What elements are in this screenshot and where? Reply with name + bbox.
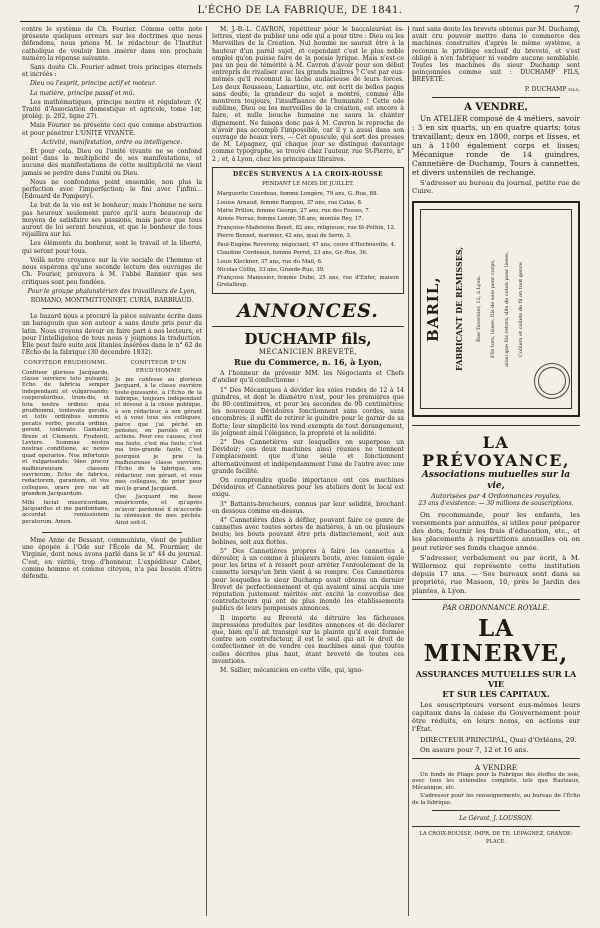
firm-address: Rue du Commerce, n. 16, à Lyon, bbox=[234, 357, 382, 368]
ordonnance-label: PAR ORDONNANCE ROYALE. bbox=[442, 603, 550, 612]
article-para: Et pour cela, Dieu ou l'unité vivante ne se confond point dans la multiplicité de ses manifestations, et aucune des manifestations de cette multiplicité ne vient jamais se perdre dans l'unité ou Dieu. bbox=[22, 148, 202, 177]
vendre2-heading: A VENDRE bbox=[474, 763, 518, 773]
article-para: Dieu ou l'esprit, principe actif et moteur. bbox=[30, 80, 157, 88]
article-para: Activité, manifestation, ordre ou intelligence. bbox=[41, 138, 183, 146]
column-divider-2 bbox=[408, 26, 409, 916]
confiteor-french bbox=[115, 360, 202, 528]
article-para: Sans doute Ch. Fourier admet trois principes éternels et incréés : bbox=[22, 64, 202, 79]
page-header bbox=[20, 6, 580, 20]
minerve-text: Les souscripteurs versent eux-mêmes leurs capitaux dans la caisse du Gouvernement pour être réduits, en leurs noms, en actions sur l'État. bbox=[412, 700, 580, 734]
minerve-subtitle-2: ET SUR LES CAPITAUX. bbox=[442, 688, 550, 699]
death-entry: Louis Kleckner, 37 ans, rue du Mail, 6. bbox=[217, 258, 323, 265]
confiteor-columns bbox=[22, 360, 202, 528]
death-entry: Paul-Eugène Reverony, négociant, 47 ans, cours d'Herbouville, 4. bbox=[217, 241, 396, 248]
ad-para: 5° Des Cannetières propres à faire les cannettes à dérouler, à un comme à plusieurs bouts, avec tension égale pour les brins et à ressort pour arrêter l'enroulement de la cannette lorsqu'un brin vient à se rompre. Ces Cannetières pour lesquelles le sieur Duchamp avait obtenu un dernier Brevet de perfectionnement et qui avaient ainsi acquis une réputation justement méritée ont excité la convoitise des contrefacteurs qui ont de plus inondé les établissements publics de leurs pompeuses annonces. bbox=[212, 547, 404, 613]
firm-name: DUCHAMP fils, bbox=[244, 330, 372, 349]
label-trade: FABRICANT DE REMISSES, bbox=[454, 246, 464, 371]
page-number: 7 bbox=[573, 5, 580, 16]
ad-para: Il importe au Breveté de détruire les fâcheuses impressions produites par lesdites annonces et de déclarer que, bien qu'il ait transigé sur la plainte qu'il avait formée contre son contrefacteur, il est le seul qui ait le droit de confectionner et de vendre ces machines ainsi que toutes celles décrites plus haut, étant breveté de toutes ces inventions. bbox=[212, 614, 404, 665]
intro-para: Le bazard nous a procuré la pièce suivante écrite dans un baragouin que son auteur a sans doute pris pour du latin. Nous croyons devoir en faire part à nos lecteurs, et pour l'intelligence de tous nous y joignons la traduction. Elle peut faire suite aux litanies insérées dans le n° 62 de l'Écho de la fabrique (30 décembre 1832). bbox=[22, 313, 202, 357]
death-entry: Claudine Cordeaux, femme Perret, 23 ans, Gr.-Rue, 36. bbox=[217, 250, 368, 257]
prevoyance-address: S'adresser, verbalement ou par écrit, à M. Willermoz qui représente cette institution depuis 17 ans. — Ses bureaux sont dans sa propriété, rue Masson, 10, près le Jardin des plantes, à Lyon. bbox=[412, 553, 580, 595]
ad-para: A l'honneur de prévenir MM. les Négociants et Chefs d'atelier qu'il confectionne : bbox=[212, 370, 404, 385]
deaths-subtitle: PENDANT LE MOIS DE JUILLET. bbox=[262, 181, 354, 188]
article-para: Le but de la vie est le bonheur; mais l'homme ne sera pas heureux seulement parce qu'il aura beaucoup de moyens de satisfaire ses passions, mais parce que tous auront de loi seront heureux, et que le bonheur de tous réjaillira sur lui. bbox=[22, 202, 202, 239]
vendre2-address: S'adresser pour les renseignements, au bureau de l'Écho de la fabrique. bbox=[412, 793, 580, 806]
annonces-heading: ANNONCES. bbox=[237, 300, 379, 323]
death-entry: Aimée Ferraz, femme Lenoir, 58 ans, montée Rey, 17. bbox=[217, 216, 364, 223]
ad-para: 3° Battants-brocheurs, connus par leur solidité, brochant en dessous comme en-dessus. bbox=[212, 500, 404, 515]
separator bbox=[212, 326, 404, 327]
label-name: BARIL, bbox=[424, 276, 442, 342]
duchamp-cont: rant sans doute les brevets obtenus par M. Duchamp, avait cru pouvoir mettre dans le commerce des machines construites d'après le même système, a reconnu le privilège exclusif du breveté, et s'est obligé à n'en fabriquer ni vendre aucune semblable. Toutes les machines du sieur Duchamp sont poinçonnées comme suit : DUCHAMP FILS, BREVETÉ. bbox=[412, 26, 580, 84]
separator bbox=[42, 532, 182, 533]
confiteor-french-tail: Que Jacquard me fasse miséricorde, et qu'après m'avoir pardonné il m'accorde la rémission de mes péchés. Ainsi soit-il. bbox=[115, 494, 202, 526]
closing-para: Mme Anne de Bessant, communiste, vient de publier une épopée à l'Ode sur l'École de M. Fourmier, de Virginie, dont nous avons parlé dans le n° 44 du journal. C'est, en vérité, trop d'honneur. L'expéditeur Cabet, comme homme et comme citoyen, n'a pas besoin d'être défendu. bbox=[22, 537, 202, 581]
confiteor-latin bbox=[22, 360, 109, 528]
ad-para: 2° Des Cannetières sur lesquelles on superpose un Dévidoir; ces deux machines ainsi réunies ne tiennent l'emplacement que d'une seule et fonctionnent alternativement et indépendamment l'une de l'autre avec une grande facilité. bbox=[212, 438, 404, 475]
confiteor-latin-tail: Mihi faciat misericordiam, Jacquardus et me pardonnans, accordat remissionem pecatorum. Amen. bbox=[22, 499, 109, 525]
deaths-box bbox=[212, 167, 404, 294]
separator bbox=[412, 758, 580, 759]
death-entry: Nicolas Collin, 33 ans, Grande-Rue, 39. bbox=[217, 266, 325, 273]
ad-para: On comprendra quelle importance ont ces machines Dévidoires et Cannetières pour les ateliers dont le local est exigu. bbox=[212, 476, 404, 499]
vendre-text: Un ATELIER composé de 4 métiers, savoir : 3 en six quarts, un en quatre quarts; tous travaillant; deux en 1800, corps et lisses, et un à 1100 également corps et lisses; Mécanique ronde de 14 guindres, Cannetière de Duchamp, Tours à cannettes, et divers ustensiles de rechange. bbox=[412, 113, 580, 177]
article-para: La matière, principe passif et mû. bbox=[30, 89, 135, 97]
death-entry: Pierre Bennet, marinier, 42 ans, quai de Serin, 3. bbox=[217, 233, 352, 240]
column-divider-1 bbox=[206, 26, 207, 916]
confiteor-latin-text: Confiteor gloriose Jacquardo, classe ouvriere toto pulsanti; Echo de fabricia semper independanti et vulgarisando; cooperatoribus, trum-dis, et tota nostra ordinis: quia prudhommi, tonlevato gerulis, et totis ordinibus summis pecatis verbo, pecata ordinis, gerent, tonlevato Gamatur, Breze et Clementi, Frudenti, Leviere. Summae nostra nostrae conditione, ac nexos quad operarios. Nos infortunis et vulgarisando. Ideo precor malheureusum classem ouvrierum, Echo de fabrica, redactorem, garantem, et vos collegues, orare pro me ad grandem Jacquardum. bbox=[22, 369, 109, 498]
minerve-subtitle: ASSURANCES MUTUELLES SUR LA VIE bbox=[415, 668, 577, 689]
signers: ROMANO, MONTMITTONNET, CURIA, BARBRAUD. bbox=[30, 296, 194, 304]
label-line: Rue Tavernier, 12, à Lyon. bbox=[476, 275, 482, 343]
column-2 bbox=[212, 26, 404, 916]
ad-para: M. Sallier, mécanicien en cette ville, qui, igno- bbox=[220, 667, 364, 675]
article-para: Les éléments du bonheur, sont le travail et la liberté, qui seront pour tous. bbox=[22, 240, 202, 255]
deaths-title: DÉCÈS SURVENUS A LA CROIX-ROUSSE bbox=[232, 170, 384, 178]
seal-stamp-inner-icon bbox=[538, 367, 566, 395]
column-1 bbox=[22, 26, 202, 916]
death-entry: Françoise-Madeleine Bonet, 82 ans, religieuse, rue St-Pothin, 12. bbox=[217, 224, 396, 231]
separator bbox=[432, 97, 560, 98]
article-para: Mais Fourier ne présente ceci que comme abstraction et pour pénétrer L'UNITÉ VIVANTE. bbox=[22, 122, 202, 137]
firm-subtitle: MÉCANICIEN BREVETÉ, bbox=[258, 348, 358, 357]
prevoyance-authorization: Autorisées par 4 Ordonnances royales. bbox=[430, 491, 561, 500]
separator bbox=[412, 599, 580, 600]
ad-para: 1° Des Mécaniques à dévider les soies rondes de 12 à 14 guindres, et dont le diamètre n'est, pour les premières que de 80 centimètres, et pour les secondes de 90 centimètres; les nouveaux Dévidoires fonctionnent sans cordes, sans encombres; il suffit de retirer le guindre pour le garnir de sa flotte; leur simplicité les rend exempts de tout dérangement, ils joignent ainsi l'élégance, la propreté et la solidité. bbox=[212, 386, 404, 437]
ad-para: 4° Cannetières dites à défiler, pouvant faire ce genre de cannettes avec toutes sortes de matières, à un ou plusieurs bouts; les bouts pouvant être pris distinctement, soit aux bobines, soit aux flottes. bbox=[212, 517, 404, 546]
confiteor-latin-heading: CONFITEOR PRUDHOMMI. bbox=[23, 360, 108, 367]
prevoyance-stats: 23 ans d'existence. — 30 millions de souscriptions. bbox=[418, 499, 574, 507]
separator bbox=[42, 308, 182, 309]
minerve-terms: On assure pour 7, 12 et 16 ans. bbox=[420, 745, 529, 754]
vendre2-text: Un fonds de Pliage pour la Fabrique des étoffes de soie, avec tous les ustensiles complets, tels que Rasteaux, Mécanique, etc. bbox=[412, 772, 580, 791]
article-para: Nous ne confondons point ensemble, non plus la perfection avec l'imperfection; le fini avec l'infini... (Edouard de Pompery). bbox=[22, 178, 202, 201]
vendre-address: S'adresser au bureau du journal, petite rue de Cuire. bbox=[412, 178, 580, 195]
header-rule bbox=[20, 21, 580, 22]
duchamp-signature: P. DUCHAMP fils. bbox=[524, 85, 580, 93]
death-entry: Louise Arnaud, femme Rampon, 37 ans, rue Calas, 8. bbox=[217, 199, 363, 206]
confiteor-french-text: Je me confesse au glorieux Jacquard, à la classe ouvrière toute-puissante, à l'Écho de la fabrique, toujours indépendant et dévoué à la chose publique, à son rédacteur, à son gérant et à vous tous ses collègues, parce que j'ai péché en pensées, en paroles et en actions. Pour ces causes, c'est ma faute, c'est ma faute, c'est ma très-grande faute. C'est pourquoi je prie la malheureuse classe ouvrière, l'Écho de la fabrique, son rédacteur, son gérant, et vous mes collègues, de prier pour moi le grand Jacquard. bbox=[115, 376, 202, 492]
article-para: contre le système de Ch. Fourier. Comme cette note présente quelques erreurs sur les doctrines que nous défendons, nous prions M. le rédacteur de l'Institut catholique de vouloir bien insérer dans son prochain numéro la réponse suivante. bbox=[22, 26, 202, 62]
imprint-line: LA CROIX-ROUSSE, IMPR. DE TH. LÉPAGNEZ, GRANDE-PLACE. bbox=[419, 831, 573, 845]
separator bbox=[412, 425, 580, 426]
masthead-title: L'ÉCHO DE LA FABRIQUE, DE 1841. bbox=[197, 5, 403, 16]
signoff: Pour le groupe phalanstérien des travailleurs de Lyon, bbox=[27, 287, 197, 295]
death-entry: Marguerite Courdeau, femme Longère, 79 ans, G.-Rue, 88. bbox=[217, 191, 379, 198]
review-para: M. J.-B.-L. CAVRON, répétiteur pour le baccalauréat ès-lettres, vient de publier une ode qui a pour titre : Dieu ou les Merveilles de la Création. Nul homme ne saurait être à la hauteur d'un pareil sujet, et cependant c'est le plus noble emploi qu'on puisse faire de la poésie lyrique. Mais n'est-ce pas un peu de témérité à M. Cavron d'avoir pour son début entrepris de rivaliser avec les grands maîtres ? C'est par eux-mêmes qu'il reconnut la tâche audacieuse de leurs forces. Les deux Rousseau, Lamartine, etc. ont écrit de belles pages sans doute; la grandeur du sujet a montré, comme elle montrera toujours, l'insuffisance de l'humanité ! Cette ode sublime, Dieu ou les merveilles de la création, est encore à faire, et nulle bouche humaine ne saura la chanter dignement. Ne faisons donc pas à M. Cavron le reproche de n'avoir pas accompli l'impossible, car il y a aussi dans son ouvrage de beaux vers. — Cet opuscule, qui sort des presses de M. Lépagnez, qui chaque jour se distingue davantage comme typographe, se trouve chez l'auteur, rue St-Pierre, n° 2 ; et, à Lyon, chez les principaux libraires. bbox=[212, 26, 404, 163]
death-entry: Marie Prillon, femme George, 27 ans, rue des Fosses, 7. bbox=[217, 208, 371, 215]
column-3 bbox=[412, 26, 580, 916]
baril-trade-label bbox=[412, 201, 580, 417]
prevoyance-title: LA PRÉVOYANCE, bbox=[421, 432, 571, 470]
vendre-heading: A VENDRE. bbox=[464, 101, 528, 113]
label-line: Fils tors, lisses, fils de soie pour corps, bbox=[490, 259, 496, 359]
article-para: Voilà notre croyance sur la vie sociale de l'homme et nous espérons qu'une seconde lecture des ouvrages de Ch. Fourier, prouvera à M. l'abbé Bannier que ses critiques sont peu fondées. bbox=[22, 256, 202, 286]
label-line: Colliers et collets de fil en tout genre. bbox=[518, 260, 524, 357]
confiteor-french-heading: CONFITEOR D'UN PRUD'HOMME bbox=[130, 360, 187, 374]
minerve-title: LA MINERVE, bbox=[423, 614, 569, 667]
separator bbox=[412, 826, 580, 827]
article-para: Les mathématiques, principe neutre et régulateur. (V, Traité d'Association domestique et agricole, tome 1er, prolég. p. 202, ligne 27). bbox=[22, 98, 202, 121]
death-entry: Françoise Manissier, femme Dubo, 25 ans, rue d'Enfer, maison Grotalloup. bbox=[217, 275, 399, 288]
gerant-line: Le Gérant, J. LOUSSON. bbox=[459, 815, 533, 823]
separator bbox=[432, 810, 560, 811]
minerve-director: DIRECTEUR PRINCIPAL, Quai d'Orléans, 29. bbox=[420, 735, 577, 744]
label-line: ainsi que fils retors, dits de coton pour lisses, bbox=[504, 251, 510, 367]
prevoyance-text: On recommande, pour les enfants, les versements par annuités, si utiles pour préparer des dots, fournir les frais d'éducation, etc., et les placements à répartitions annuelles où on peut retirer ses fonds chaque année. bbox=[412, 510, 580, 552]
prevoyance-subtitle: Associations mutuelles sur la vie, bbox=[421, 469, 571, 491]
